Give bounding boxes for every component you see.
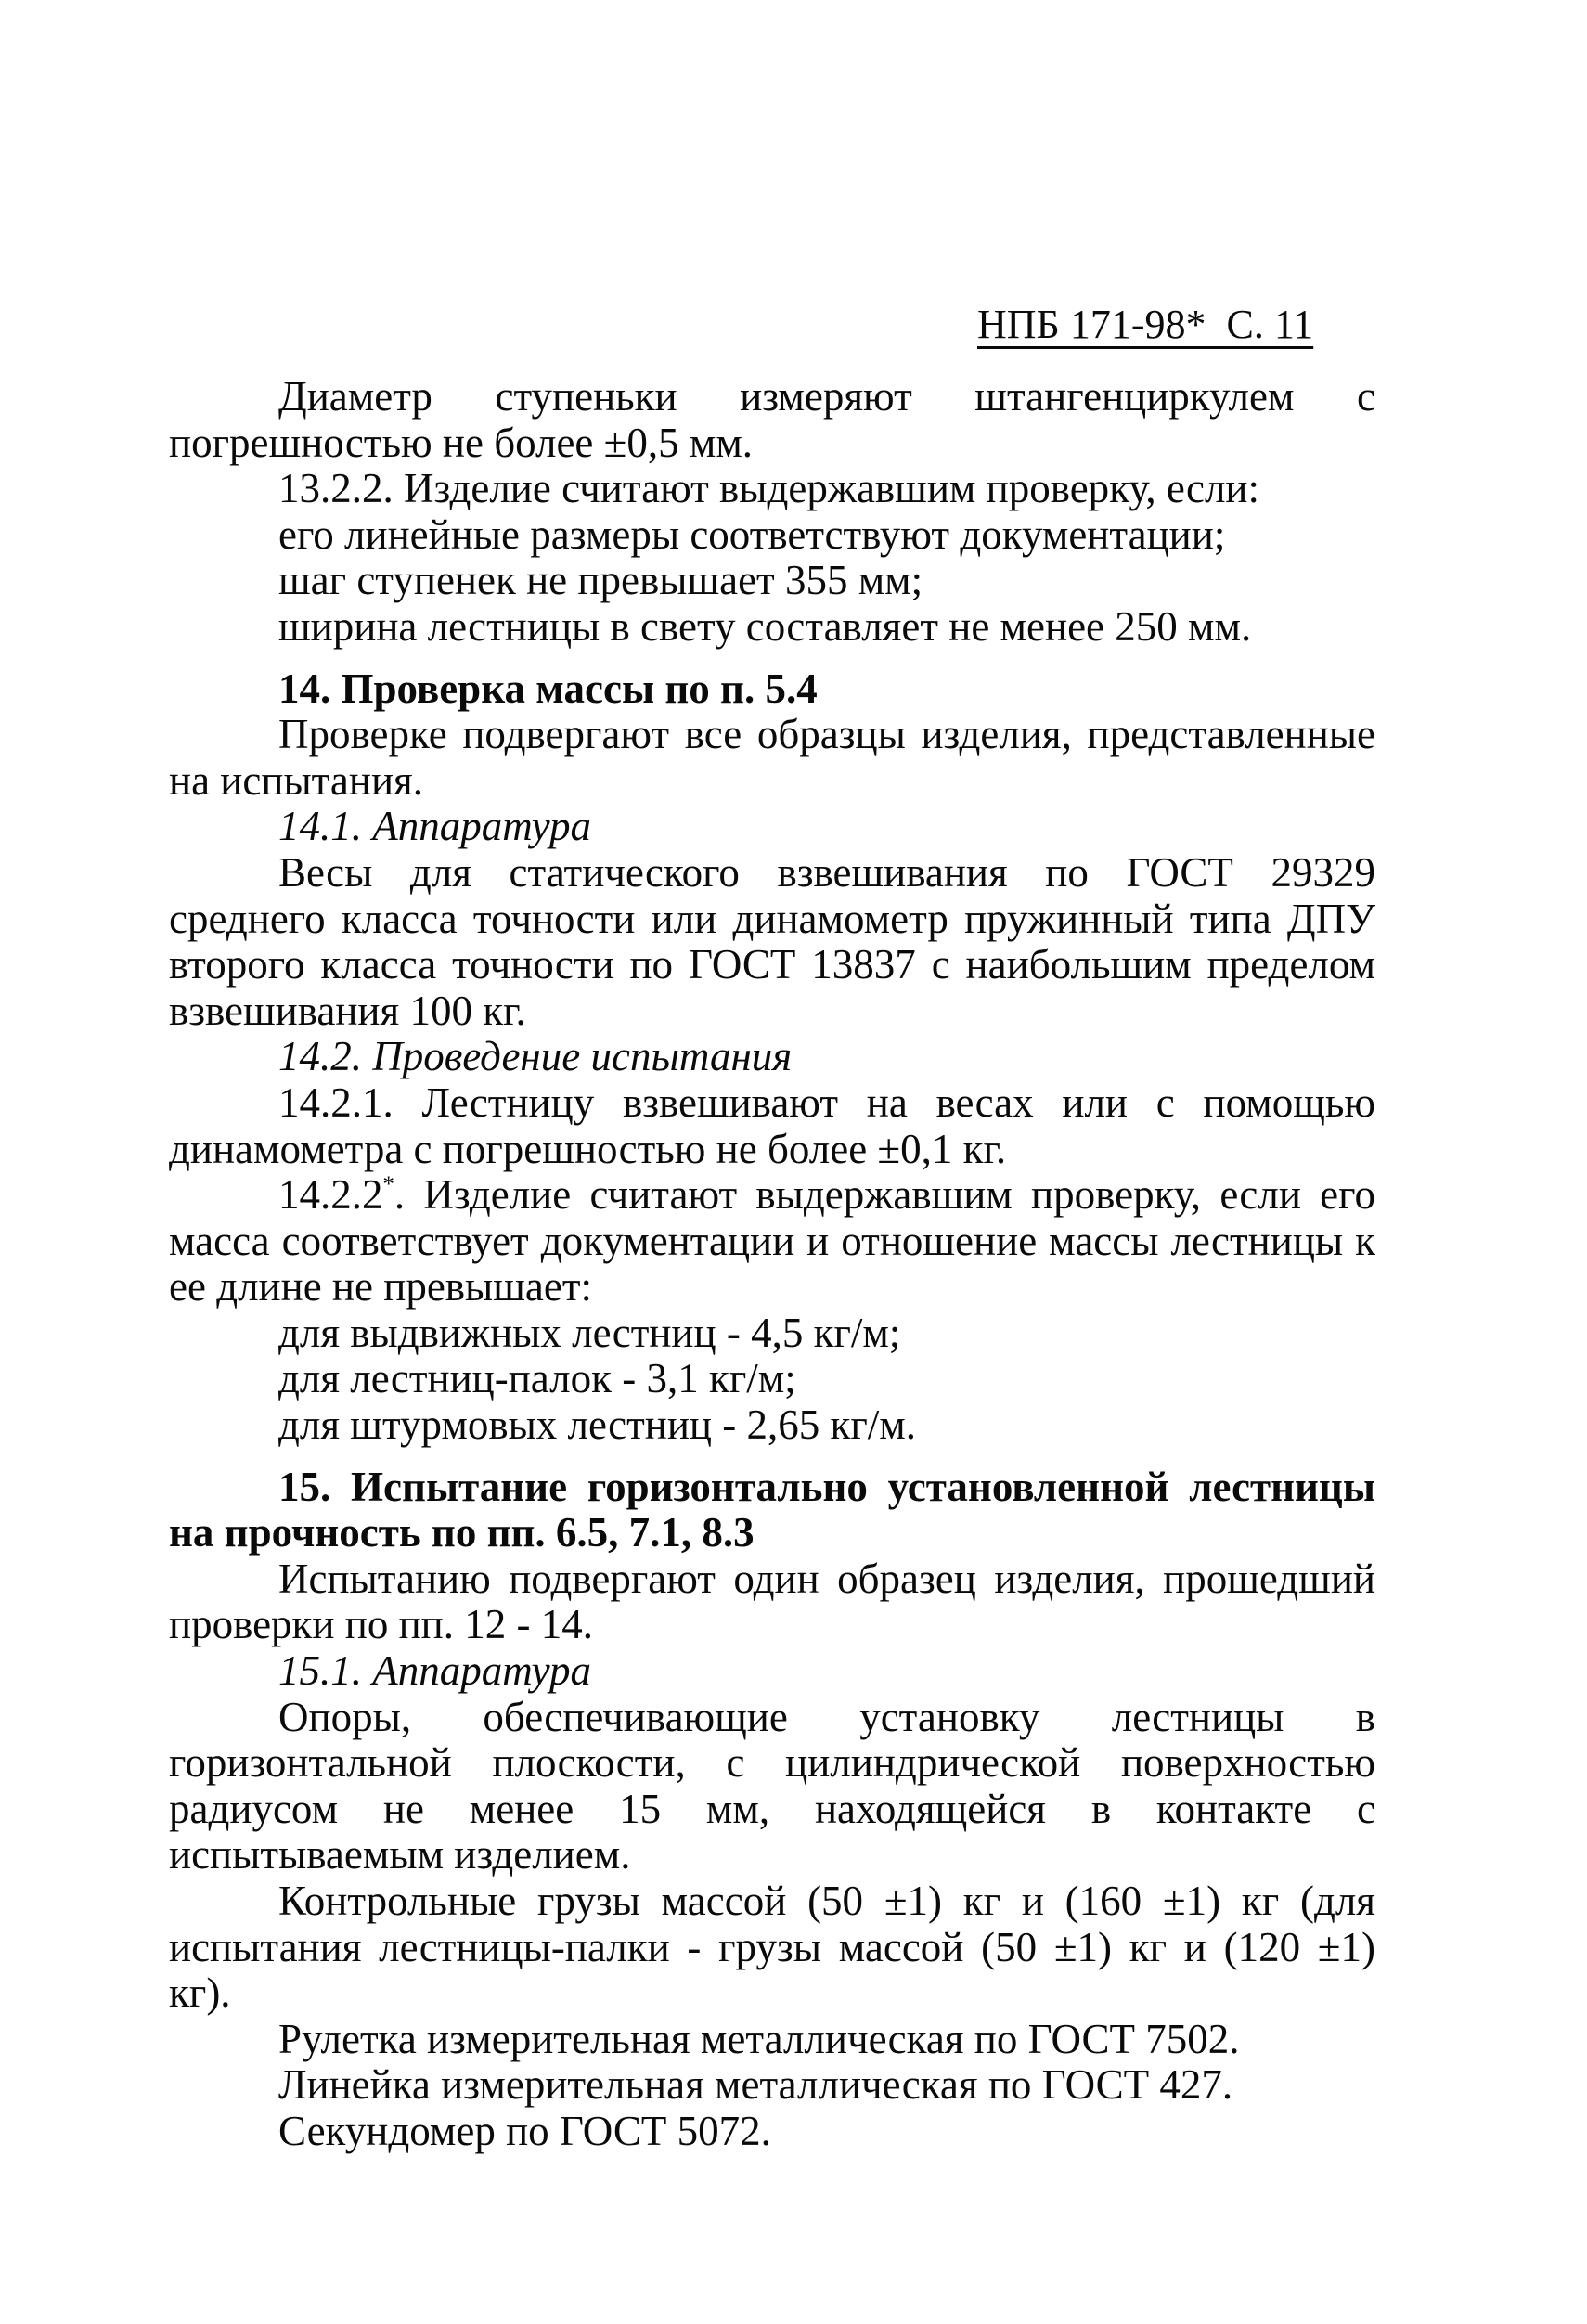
clause-14-2-2-mark: * <box>382 1171 394 1197</box>
clause-14-2-1: 14.2.1. Лестницу взвешивают на весах или с помощью динамометра с погрешностью не более ±0,1 кг. <box>169 1078 1375 1172</box>
section-14-1-equipment: Весы для статического взвешивания по ГОСТ 29329 среднего класса точности или динамометр пружинный типа ДПУ второго класса точности по ГОСТ 13837 с наибольшим пределом взвешивания 100 кг. <box>169 848 1375 1034</box>
page-number: С. 11 <box>1226 302 1314 347</box>
section-15-1-ruler: Линейка измерительная металлическая по ГОСТ 427. <box>278 2061 1233 2109</box>
section-14-2-heading: 14.2. Проведение испытания <box>278 1033 793 1080</box>
clause-14-2-2-text: . Изделие считают выдержавшим проверку, если его масса соответствует документации и отношение массы лестницы к ее длине не превышает: <box>169 1171 1375 1310</box>
condition-ladder-width: ширина лестницы в свету составляет не менее 250 мм. <box>278 602 1252 650</box>
section-15-heading: 15. Испытание горизонтально установленной лестницы на прочность по пп. 6.5, 7.1, 8.3 <box>169 1463 1375 1556</box>
clause-14-2-2-number: 14.2.2 <box>278 1171 383 1219</box>
section-15-1-tape-measure: Рулетка измерительная металлическая по ГОСТ 7502. <box>278 2015 1240 2062</box>
section-14-1-heading: 14.1. Аппаратура <box>278 803 591 850</box>
mass-limit-pole-ladders: для лестниц-палок - 3,1 кг/м; <box>278 1355 796 1402</box>
clause-14-2-2 <box>169 1172 1375 1310</box>
section-15-1-supports: Опоры, обеспечивающие установку лестницы в горизонтальной плоскости, с цилиндрической поверхностью радиусом не менее 15 мм, находящейся в контакте с испытываемым изделием. <box>169 1693 1375 1879</box>
paragraph-step-diameter: Диаметр ступеньки измеряют штангенциркулем с погрешностью не более ±0,5 мм. <box>169 373 1375 466</box>
section-15-1-heading: 15.1. Аппаратура <box>278 1647 591 1695</box>
page-header <box>977 297 1367 353</box>
section-15-1-stopwatch: Секундомер по ГОСТ 5072. <box>278 2107 771 2154</box>
section-15-1-control-weights: Контрольные грузы массой (50 ±1) кг и (160 ±1) кг (для испытания лестницы-палки - грузы массой (50 ±1) кг и (120 ±1) кг). <box>169 1878 1375 2017</box>
mass-limit-assault-ladders: для штурмовых лестниц - 2,65 кг/м. <box>278 1401 917 1449</box>
section-14-intro: Проверке подвергают все образцы изделия, представленные на испытания. <box>169 711 1375 804</box>
clause-13-2-2: 13.2.2. Изделие считают выдержавшим проверку, если: <box>278 465 1259 512</box>
section-15-intro: Испытанию подвергают один образец изделия, прошедший проверки по пп. 12 - 14. <box>169 1555 1375 1648</box>
document-code: НПБ 171-98* <box>977 302 1206 347</box>
mass-limit-extension-ladders: для выдвижных лестниц - 4,5 кг/м; <box>278 1309 901 1356</box>
section-14-heading: 14. Проверка массы по п. 5.4 <box>278 665 818 712</box>
document-body <box>169 374 1375 2155</box>
condition-step-pitch: шаг ступенек не превышает 355 мм; <box>278 557 923 604</box>
condition-linear-dimensions: его линейные размеры соответствуют документации; <box>278 510 1226 558</box>
